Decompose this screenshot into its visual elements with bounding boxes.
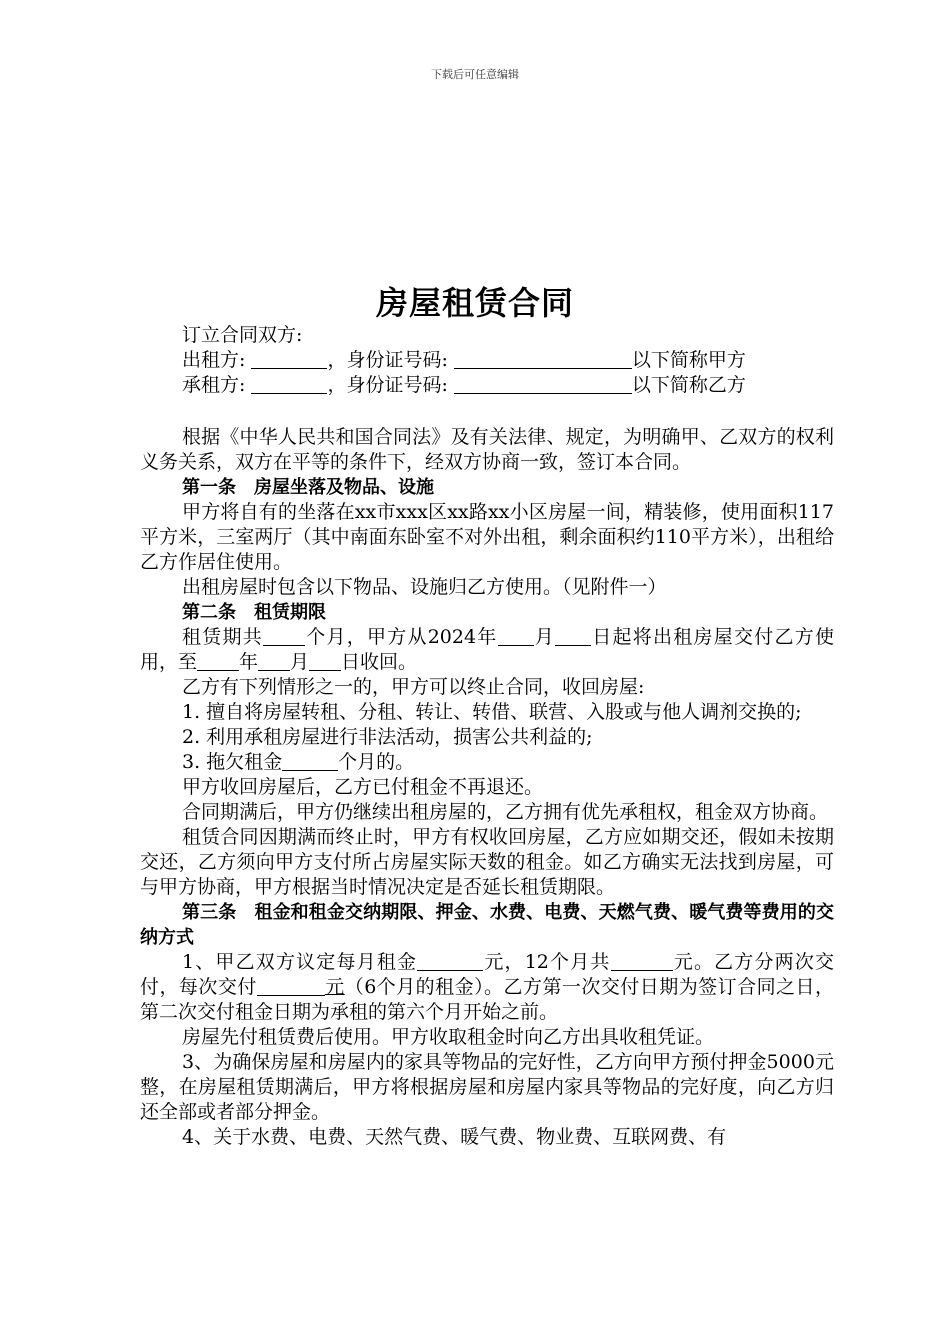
article-2-paragraph-3: 甲方收回房屋后，乙方已付租金不再退还。 [182,776,544,798]
rent-unit: 元 [324,976,345,998]
end-month-blank[interactable] [258,652,290,671]
lessee-label: 承租方: [182,374,246,396]
monthly-rent-blank[interactable] [417,952,483,971]
lessee-name-blank[interactable] [251,375,327,394]
parties-intro: 订立合同双方: [182,324,303,346]
article-2-paragraph-2: 乙方有下列情形之一的，甲方可以终止合同，收回房屋: [182,676,645,698]
lease-term-text-d: 日起将出租房屋交付乙方使用，至 [140,626,834,673]
rent-text-b: 元，12个月共 [483,951,611,973]
lessor-row [182,348,842,373]
lessor-label: 出租方: [182,349,246,371]
rent-text-a: 1、甲乙双方议定每月租金 [182,951,418,973]
lessee-suffix: 以下简称乙方 [631,374,746,396]
end-day-blank[interactable] [309,652,341,671]
article-2-item-3 [140,750,834,775]
article-2-item-2: 2. 利用承租房屋进行非法活动，损害公共利益的; [182,726,593,748]
end-year-blank[interactable] [197,652,239,671]
installment-blank[interactable] [257,977,325,996]
rent-text-e: （6个月的租金）。乙方第一次交付日期为签订合同之日，第二次交付租金日期为承租的第六个月开始之前。 [140,976,834,1023]
start-day-blank[interactable] [555,627,591,646]
lessor-suffix: 以下简称甲方 [631,349,746,371]
lessee-row [182,373,842,398]
article-3-paragraph-1 [140,950,834,1025]
lease-term-text-f: 月 [290,651,310,673]
arrears-text-b: 个月的。 [338,751,415,773]
article-3-title: 第三条 租金和租金交纳期限、押金、水费、电费、天燃气费、暖气费等费用的交纳方式 [140,902,834,948]
lease-term-text-b: 个月，甲方从2024年 [304,626,498,648]
preamble-paragraph: 根据《中华人民共和国合同法》及有关法律、规定，为明确甲、乙双方的权利义务关系，双方在平等的条件下，经双方协商一致，签订本合同。 [140,426,834,473]
lease-term-text-a: 租赁期共 [182,626,263,648]
document-title: 房屋租赁合同 [375,284,574,322]
article-2-item-1: 1. 擅自将房屋转租、分租、转让、转借、联营、入股或与他人调剂交换的; [182,701,802,723]
lessee-id-blank[interactable] [454,375,632,394]
page-header-note: 下载后可任意编辑 [431,68,519,81]
lessor-id-blank[interactable] [454,350,632,369]
article-1-title: 第一条 房屋坐落及物品、设施 [182,477,434,498]
annual-rent-blank[interactable] [611,952,673,971]
lessor-id-label: ，身份证号码: [327,349,448,371]
lessee-id-label: ，身份证号码: [327,374,448,396]
contract-body [140,425,834,1150]
article-2-title: 第二条 租赁期限 [182,602,326,623]
article-1-paragraph-1: 甲方将自有的坐落在xx市xxx区xx路xx小区房屋一间，精装修，使用面积117平方米，三室两厅（其中南面东卧室不对外出租，剩余面积约110平方米），出租给乙方作居住使用。 [140,501,834,573]
lease-months-blank[interactable] [263,627,305,646]
article-3-paragraph-3: 3、为确保房屋和房屋内的家具等物品的完好性，乙方向甲方预付押金5000元整，在房屋租赁期满后，甲方将根据房屋和房屋内家具等物品的完好度，向乙方归还全部或者部分押金。 [140,1051,834,1123]
lease-term-text-c: 月 [533,626,556,648]
rent-text-c: 元。乙方分两次交付，每次交付 [140,951,834,998]
lease-term-text-g: 日收回。 [341,651,418,673]
arrears-text-a: 3. 拖欠租金 [182,751,283,773]
start-month-blank[interactable] [498,627,534,646]
article-3-paragraph-4: 4、关于水费、电费、天然气费、暖气费、物业费、互联网费、有 [182,1126,727,1148]
article-3-paragraph-2: 房屋先付租赁费后使用。甲方收取租金时向乙方出具收租凭证。 [182,1026,715,1048]
article-2-paragraph-4: 合同期满后，甲方仍继续出租房屋的，乙方拥有优先承租权，租金双方协商。 [182,801,829,823]
lessor-name-blank[interactable] [251,350,327,369]
article-1-paragraph-2: 出租房屋时包含以下物品、设施归乙方使用。（见附件一） [182,576,667,598]
arrears-months-blank[interactable] [282,752,338,771]
article-2-paragraph-5: 租赁合同因期满而终止时，甲方有权收回房屋，乙方应如期交还，假如未按期交还，乙方须向甲方支付所占房屋实际天数的租金。如乙方确实无法找到房屋，可与甲方协商，甲方根据当时情况决定是否延长租赁期限。 [140,826,834,898]
article-2-paragraph-1 [140,625,834,675]
lease-term-text-e: 年 [239,651,259,673]
contract-parties [182,323,842,398]
